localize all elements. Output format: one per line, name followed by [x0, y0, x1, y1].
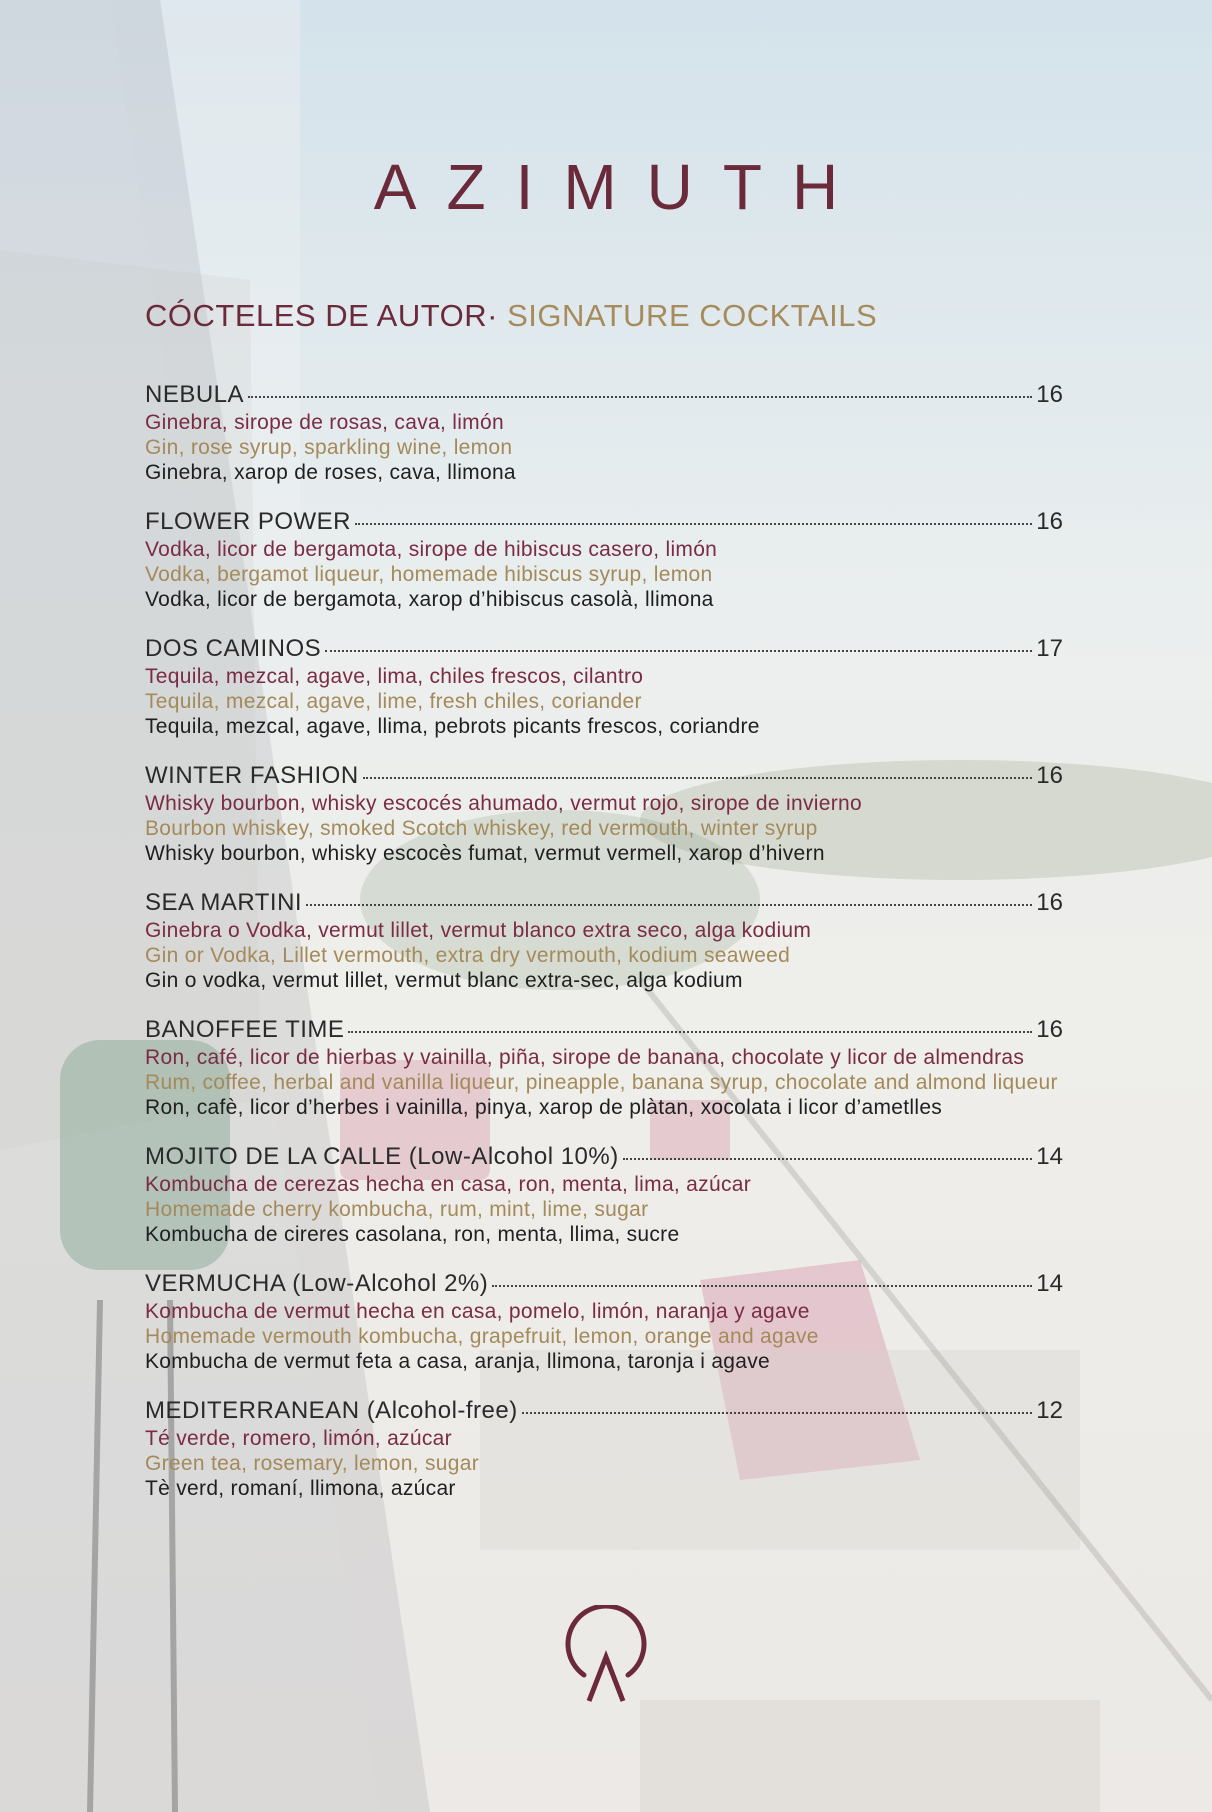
ingredients-ca: Tè verd, romaní, llimona, azúcar [145, 1477, 456, 1500]
item-price: 16 [1036, 889, 1063, 916]
item-price: 12 [1036, 1397, 1063, 1424]
item-price: 14 [1036, 1143, 1063, 1170]
ingredients-ca: Kombucha de cireres casolana, ron, menta, llima, sucre [145, 1223, 680, 1246]
item-price: 16 [1036, 1016, 1063, 1043]
ingredients-ca: Gin o vodka, vermut lillet, vermut blanc extra-sec, alga kodium [145, 969, 743, 992]
item-name: WINTER FASHION [145, 762, 359, 789]
ingredients-en: Rum, coffee, herbal and vanilla liqueur, pineapple, banana syrup, chocolate and almond liqueur [145, 1071, 1058, 1094]
menu-item [145, 380, 1063, 485]
ingredients-en: Homemade vermouth kombucha, grapefruit, lemon, orange and agave [145, 1325, 819, 1348]
ingredients-ca: Kombucha de vermut feta a casa, aranja, llimona, taronja i agave [145, 1350, 771, 1373]
menu-item [145, 1015, 1063, 1120]
ingredients-ca: Ron, cafè, licor d’herbes i vainilla, pinya, xarop de plàtan, xocolata i licor d’ametlles [145, 1096, 943, 1119]
item-name: MEDITERRANEAN (Alcohol-free) [145, 1397, 518, 1424]
ingredients-en: Vodka, bergamot liqueur, homemade hibiscus syrup, lemon [145, 563, 713, 586]
menu-item [145, 634, 1063, 739]
section-title-en: SIGNATURE COCKTAILS [507, 298, 878, 333]
section-title-es: CÓCTELES DE AUTOR [145, 298, 488, 333]
menu-item [145, 507, 1063, 612]
dot-leader [355, 523, 1032, 525]
ingredients-en: Gin, rose syrup, sparkling wine, lemon [145, 436, 513, 459]
item-price: 16 [1036, 762, 1063, 789]
dot-leader [492, 1285, 1032, 1287]
cocktail-list [145, 380, 1063, 1523]
item-price: 17 [1036, 635, 1063, 662]
ingredients-en: Tequila, mezcal, agave, lime, fresh chiles, coriander [145, 690, 642, 713]
ingredients-es: Vodka, licor de bergamota, sirope de hibiscus casero, limón [145, 538, 718, 561]
item-name: FLOWER POWER [145, 508, 352, 535]
ingredients-ca: Whisky bourbon, whisky escocès fumat, vermut vermell, xarop d’hivern [145, 842, 825, 865]
section-title [145, 298, 877, 334]
ingredients-en: Homemade cherry kombucha, rum, mint, lime, sugar [145, 1198, 649, 1221]
dot-leader [522, 1412, 1033, 1414]
ingredients-ca: Vodka, licor de bergamota, xarop d’hibiscus casolà, llimona [145, 588, 714, 611]
ingredients-es: Whisky bourbon, whisky escocés ahumado, vermut rojo, sirope de invierno [145, 792, 862, 815]
item-name: DOS CAMINOS [145, 635, 322, 662]
item-price: 14 [1036, 1270, 1063, 1297]
brand-logo: AZIMUTH [373, 151, 869, 223]
dot-leader [248, 396, 1032, 398]
ingredients-es: Ron, café, licor de hierbas y vainilla, piña, sirope de banana, chocolate y licor de almendras [145, 1046, 1025, 1069]
item-name: BANOFFEE TIME [145, 1016, 345, 1043]
ingredients-es: Té verde, romero, limón, azúcar [145, 1427, 452, 1450]
item-name: MOJITO DE LA CALLE (Low-Alcohol 10%) [145, 1143, 619, 1170]
ingredients-ca: Ginebra, xarop de roses, cava, llimona [145, 461, 516, 484]
menu-item [145, 1269, 1063, 1374]
ingredients-en: Gin or Vodka, Lillet vermouth, extra dry vermouth, kodium seaweed [145, 944, 791, 967]
menu-item [145, 761, 1063, 866]
dot-leader [348, 1031, 1032, 1033]
dot-leader [363, 777, 1033, 779]
menu-item [145, 1396, 1063, 1501]
ingredients-es: Kombucha de vermut hecha en casa, pomelo, limón, naranja y agave [145, 1300, 810, 1323]
azimuth-emblem-icon [562, 1605, 650, 1705]
ingredients-en: Green tea, rosemary, lemon, sugar [145, 1452, 479, 1475]
menu-item [145, 1142, 1063, 1247]
section-title-separator: · [487, 298, 508, 333]
ingredients-en: Bourbon whiskey, smoked Scotch whiskey, red vermouth, winter syrup [145, 817, 818, 840]
menu-item [145, 888, 1063, 993]
ingredients-es: Ginebra, sirope de rosas, cava, limón [145, 411, 504, 434]
ingredients-es: Tequila, mezcal, agave, lima, chiles frescos, cilantro [145, 665, 644, 688]
ingredients-es: Ginebra o Vodka, vermut lillet, vermut blanco extra seco, alga kodium [145, 919, 812, 942]
dot-leader [306, 904, 1032, 906]
item-name: NEBULA [145, 381, 245, 408]
item-name: SEA MARTINI [145, 889, 303, 916]
item-price: 16 [1036, 508, 1063, 535]
item-name: VERMUCHA (Low-Alcohol 2%) [145, 1270, 489, 1297]
ingredients-es: Kombucha de cerezas hecha en casa, ron, menta, lima, azúcar [145, 1173, 752, 1196]
dot-leader [325, 650, 1032, 652]
dot-leader [623, 1158, 1033, 1160]
ingredients-ca: Tequila, mezcal, agave, llima, pebrots picants frescos, coriandre [145, 715, 760, 738]
item-price: 16 [1036, 381, 1063, 408]
